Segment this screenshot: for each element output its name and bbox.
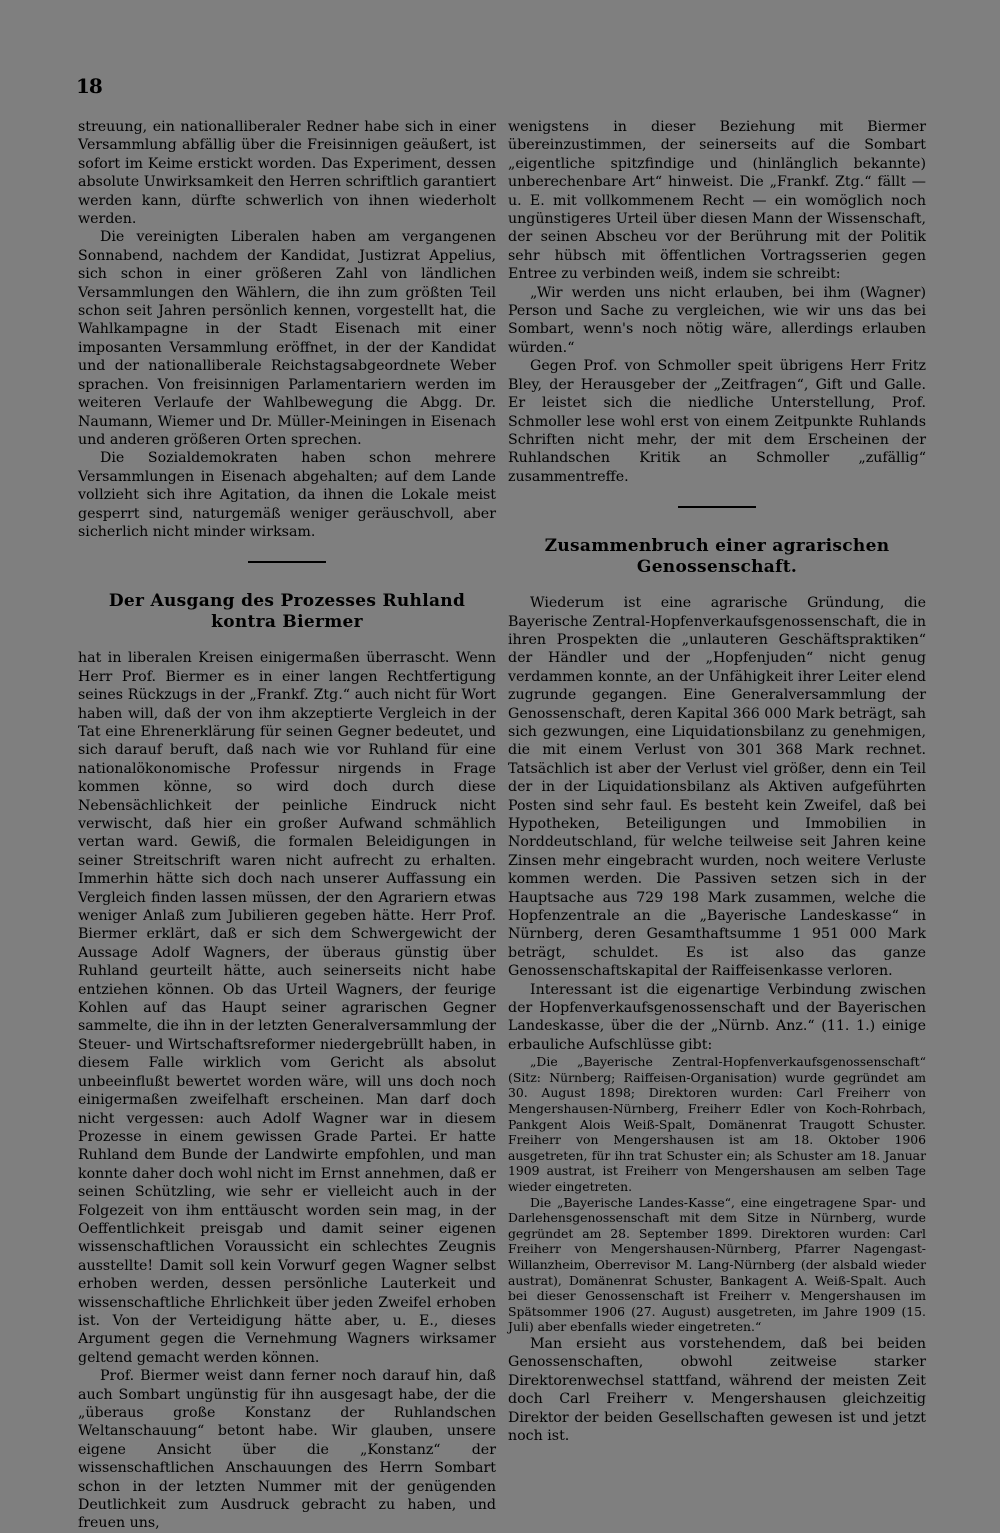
- paragraph: Man ersieht aus vorstehendem, daß bei beiden Genossenschaften, obwohl zeitweise starker Direktorenwechsel stattfand, während der meisten Zeit doch Carl Freiherr v. Mengershausen gleichzeitig Direktor der beiden Gesellschaften gewesen ist und jetzt noch ist.: [508, 1335, 926, 1444]
- article-heading: Zusammenbruch einer agrarischen Genossenschaft.: [544, 536, 890, 578]
- paragraph: wenigstens in dieser Beziehung mit Biermer übereinzustimmen, der seinerseits auf die Sombart „eigentliche spitzfindige und (hinlänglich bekannte) unberechenbare Art“ hinweist. Die „Frankf. Ztg.“ fällt — u. E. mit vollkommenem Recht — ein womöglich noch ungünstigeres Urteil über diesen Mann der Wissenschaft, der seinen Abscheu vor der Berührung mit der Politik sehr hübsch mit öffentlichen Vortragsserien gegen Entree zu verbinden weiß, indem sie schreibt:: [508, 119, 926, 283]
- quote-block: Die „Bayerische Landes-Kasse“, eine eingetragene Spar- und Darlehensgenossenschaft mit dem Sitze in Nürnberg, wurde gegründet am 28. September 1899. Direktoren wurden: Carl Freiherr von Mengershausen-Nürnberg, Pfarrer Nagengast-Willanzheim, Oberrevisor M. Lang-Nürnberg (der alsbald wieder austrat), Domänenrat Schuster, Bankagent A. Weiß-Spalt. Auch bei dieser Genossenschaft ist Freiherr v. Mengershausen im Spätsommer 1906 (27. August) ausgetreten, im Jahre 1909 (15. Juli) aber ebenfalls wieder eingetreten.“: [508, 1194, 926, 1335]
- right-column: [508, 118, 926, 1445]
- page-number: 18: [76, 74, 102, 98]
- paragraph: Gegen Prof. von Schmoller speit übrigens Herr Fritz Bley, der Herausgeber der „Zeitfragen“, Gift und Galle. Er leistet sich die niedliche Unterstellung, Prof. Schmoller lese wohl erst von einem Zeitpunkte Ruhlands Schriften nicht mehr, der mit dem Erscheinen der Ruhlandschen Kritik an Schmoller „zufällig“ zusammentreffe.: [508, 358, 926, 485]
- section-divider: [678, 506, 756, 508]
- left-column: [78, 118, 496, 1533]
- paragraph: Interessant ist die eigenartige Verbindung zwischen der Hopfenverkaufsgenossenschaft und der Bayerischen Landeskasse, über die der „Nürnb. Anz.“ (11. 1.) einige erbauliche Aufschlüsse gibt:: [508, 981, 926, 1053]
- paragraph: Die Sozialdemokraten haben schon mehrere Versammlungen in Eisenach abgehalten; auf dem Lande vollzieht sich ihre Agitation, da ihnen die Lokale meist gesperrt sind, naturgemäß weniger geräuschvoll, aber sicherlich nicht minder wirksam.: [78, 450, 496, 540]
- paragraph: hat in liberalen Kreisen einigermaßen überrascht. Wenn Herr Prof. Biermer es in einer langen Rechtfertigung seines Rückzugs in der „Frankf. Ztg.“ auch nicht für Wort haben will, daß der von ihm akzeptierte Vergleich in der Tat eine Ehrenerklärung für seinen Gegner bedeutet, und sich darauf beruft, daß nach wie vor Ruhland für eine nationalökonomische Professur nirgends in Frage kommen könne, so wird doch durch diese Nebensächlichkeit der peinliche Eindruck nicht verwischt, daß hier ein großer Aufwand schmählich vertan ward. Gewiß, die formalen Beleidigungen in seiner Streitschrift waren nicht aufrecht zu erhalten. Immerhin hätte sich doch nach unserer Auffassung ein Vergleich finden lassen müssen, der den Agrariern etwas weniger Anlaß zum Jubilieren gegeben hätte. Herr Prof. Biermer erklärt, daß er sich dem Schwergewicht der Aussage Adolf Wagners, der überaus günstig über Ruhland geurteilt hätte, auch seinerseits nicht habe entziehen können. Ob das Urteil Wagners, der feurige Kohlen auf das Haupt seiner agrarischen Gegner sammelte, die ihn in der letzten Generalversammlung der Steuer- und Wirtschaftsreformer niedergebrüllt haben, in diesem Falle wirklich vom Gericht als absolut unbeeinflußt bewertet worden wäre, will uns doch noch einigermaßen zweifelhaft erscheinen. Man darf doch nicht vergessen: auch Adolf Wagner war in diesem Prozesse in einem gewissen Grade Partei. Er hatte Ruhland dem Bunde der Landwirte empfohlen, und man konnte daher doch wohl nicht im Ernst annehmen, daß er seinen Schützling, wie sehr er vielleicht auch in der Folgezeit von ihm enttäuscht worden sein mag, in der Oeffentlichkeit preisgab und damit seiner eigenen wissenschaftlichen Voraussicht ein schlechtes Zeugnis ausstellte! Damit soll kein Vorwurf gegen Wagner selbst erhoben werden, dessen persönliche Lauterkeit und wissenschaftliche Ehrlichkeit über jeden Zweifel erhoben ist. Von der Verteidigung hätte aber, u. E., dieses Argument gegen die Vernehmung Wagners wirksamer geltend gemacht werden können.: [78, 650, 496, 1366]
- paragraph: Die vereinigten Liberalen haben am vergangenen Sonnabend, nachdem der Kandidat, Justizrat Appelius, sich schon in einer größeren Zahl von ländlichen Versammlungen den Wählern, die ihn zum größten Teil schon seit Jahren persönlich kennen, vorgestellt hat, die Wahlkampagne in der Stadt Eisenach mit einer imposanten Versammlung eröffnet, in der der Kandidat und der nationalliberale Reichstagsabgeordnete Weber sprachen. Von freisinnigen Parlamentariern werden im weiteren Verlaufe der Wahlbewegung die Abgg. Dr. Naumann, Wiemer und Dr. Müller-Meiningen in Eisenach und anderen größeren Orten sprechen.: [78, 229, 496, 448]
- quote-block: „Die „Bayerische Zentral-Hopfenverkaufsgenossenschaft“ (Sitz: Nürnberg; Raiffeisen-Organisation) wurde gegründet am 30. August 1898; Direktoren wurden: Carl Freiherr von Mengershausen-Nürnberg, Freiherr Edler von Koch-Rohrbach, Pankgent Alois Weiß-Spalt, Domänenrat Traugott Schuster. Freiherr von Mengershausen ist am 18. Oktober 1906 ausgetreten, für ihn trat Schuster ein; als Schuster am 18. Januar 1909 austrat, ist Freiherr von Mengershausen am selben Tage wieder eingetreten.: [508, 1054, 926, 1195]
- paragraph: streuung, ein nationalliberaler Redner habe sich in einer Versammlung abfällig über die Freisinnigen geäußert, ist sofort im Keime erstickt worden. Das Experiment, dessen absolute Unwirksamkeit den Herren schriftlich garantiert werden kann, dürfte schwerlich von ihnen wiederholt werden.: [78, 119, 496, 228]
- paragraph: Prof. Biermer weist dann ferner noch darauf hin, daß auch Sombart ungünstig für ihn ausgesagt habe, der die „überaus große Konstanz der Ruhlandschen Weltanschauung“ betont habe. Wir glauben, unsere eigene Ansicht über die „Konstanz“ der wissenschaftlichen Anschauungen des Herrn Sombart schon in der letzten Nummer mit der genügenden Deutlichkeit zum Ausdruck gebracht zu haben, und freuen uns,: [78, 1368, 496, 1532]
- article-heading: Der Ausgang des Prozesses Ruhland kontra Biermer: [108, 591, 466, 633]
- quoted-paragraph: „Wir werden uns nicht erlauben, bei ihm (Wagner) Person und Sache zu vergleichen, wie wir uns das bei Sombart, wenn's noch nötig wäre, allerdings erlauben würden.“: [508, 284, 926, 356]
- paragraph: Wiederum ist eine agrarische Gründung, die Bayerische Zentral-Hopfenverkaufsgenossenschaft, die in ihren Prospekten die „unlauteren Geschäftspraktiken“ der Händler und der „Hopfenjuden“ nicht genug verdammen konnte, an der Unfähigkeit ihrer Leiter elend zugrunde gegangen. Eine Generalversammlung der Genossenschaft, deren Kapital 366 000 Mark beträgt, sah sich gezwungen, eine Liquidationsbilanz zu genehmigen, die mit einem Verlust von 301 368 Mark rechnet. Tatsächlich ist aber der Verlust viel größer, denn ein Teil der in der Liquidationsbilanz als Aktiven aufgeführten Posten sind sehr faul. Es besteht kein Zweifel, daß bei Hypotheken, Beteiligungen und Immobilien in Norddeutschland, für welche teilweise seit Jahren keine Zinsen mehr eingebracht wurden, noch weitere Verluste kommen werden. Die Passiven setzen sich in der Hauptsache aus 729 198 Mark zusammen, welche die Hopfenzentrale an die „Bayerische Landeskasse“ in Nürnberg, deren Gesamthaftsumme 1 951 000 Mark beträgt, schuldet. Es ist also das ganze Genossenschaftskapital der Raiffeisenkasse verloren.: [508, 595, 926, 980]
- section-divider: [248, 561, 326, 563]
